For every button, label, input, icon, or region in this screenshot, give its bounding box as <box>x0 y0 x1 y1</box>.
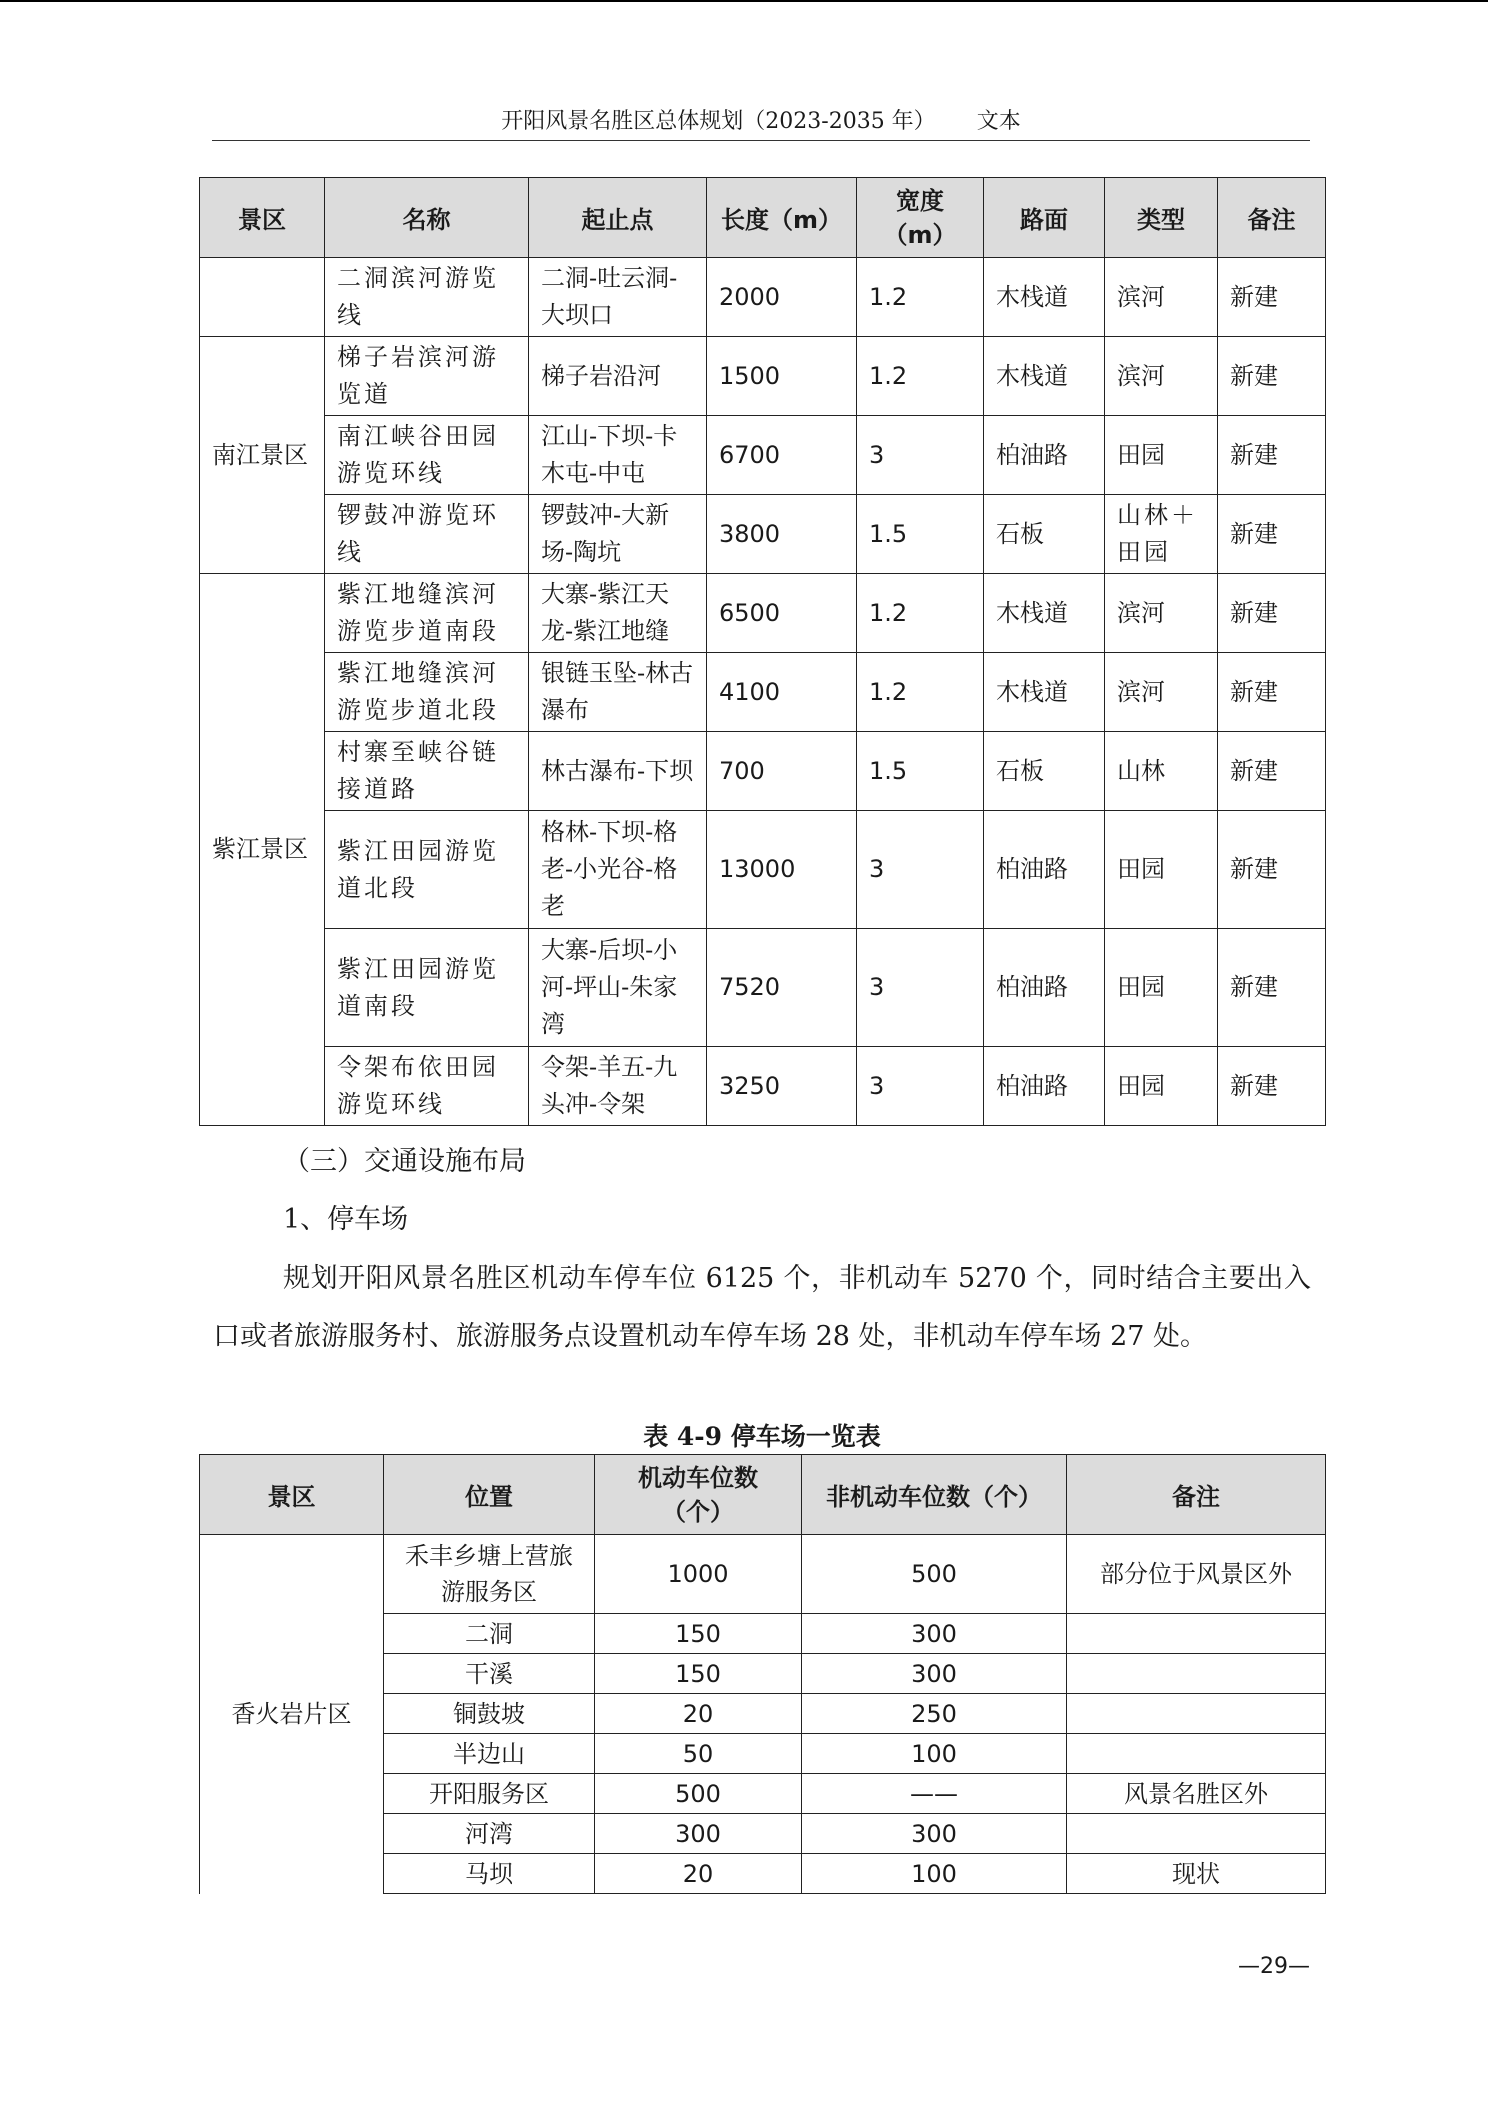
parking-note: 风景名胜区外 <box>1067 1774 1326 1814</box>
col-header: 备注 <box>1218 178 1326 258</box>
parking-table <box>199 1454 1326 1894</box>
header-doc-type: 文本 <box>976 109 1021 134</box>
route-endpoints: 格林-下坝-格老-小光谷-格老 <box>529 811 707 929</box>
route-endpoints: 梯子岩沿河 <box>529 337 707 416</box>
route-type: 田园 <box>1105 416 1218 495</box>
motor-spaces: 150 <box>595 1614 802 1654</box>
route-endpoints: 锣鼓冲-大新场-陶坑 <box>529 495 707 574</box>
route-note: 新建 <box>1218 495 1326 574</box>
route-type: 田园 <box>1105 811 1218 929</box>
col-header: 路面 <box>984 178 1105 258</box>
zone-cell: 南江景区 <box>200 337 325 574</box>
table-row <box>200 1535 1326 1614</box>
route-type: 田园 <box>1105 929 1218 1047</box>
route-length: 700 <box>707 732 857 811</box>
route-surface: 石板 <box>984 732 1105 811</box>
route-length: 2000 <box>707 258 857 337</box>
route-type: 田园 <box>1105 1047 1218 1126</box>
section-heading: （三）交通设施布局 <box>283 1146 526 1177</box>
route-surface: 柏油路 <box>984 416 1105 495</box>
route-name: 村寨至峡谷链接道路 <box>325 732 529 811</box>
nonmotor-spaces: 250 <box>802 1694 1067 1734</box>
col-header: 景区 <box>200 178 325 258</box>
parking-location: 铜鼓坡 <box>384 1694 595 1734</box>
route-type: 滨河 <box>1105 258 1218 337</box>
table-caption: 表 4-9 停车场一览表 <box>643 1422 881 1451</box>
route-name: 锣鼓冲游览环线 <box>325 495 529 574</box>
header-title: 开阳风景名胜区总体规划（2023-2035 年） <box>501 109 936 134</box>
nonmotor-spaces: 500 <box>802 1535 1067 1614</box>
route-name: 梯子岩滨河游览道 <box>325 337 529 416</box>
motor-spaces: 20 <box>595 1694 802 1734</box>
route-length: 7520 <box>707 929 857 1047</box>
route-endpoints: 二洞-吐云洞-大坝口 <box>529 258 707 337</box>
route-type: 山林＋田园 <box>1105 495 1218 574</box>
route-width: 3 <box>857 811 984 929</box>
motor-spaces: 50 <box>595 1734 802 1774</box>
nonmotor-spaces: 300 <box>802 1614 1067 1654</box>
table-row <box>200 574 1326 653</box>
parking-location: 河湾 <box>384 1814 595 1854</box>
route-length: 13000 <box>707 811 857 929</box>
route-length: 6700 <box>707 416 857 495</box>
route-endpoints: 大寨-后坝-小河-坪山-朱家湾 <box>529 929 707 1047</box>
route-surface: 柏油路 <box>984 1047 1105 1126</box>
table-row <box>200 258 1326 337</box>
parking-note: 现状 <box>1067 1854 1326 1894</box>
motor-spaces: 20 <box>595 1854 802 1894</box>
motor-spaces: 500 <box>595 1774 802 1814</box>
route-surface: 石板 <box>984 495 1105 574</box>
col-header: 名称 <box>325 178 529 258</box>
route-length: 4100 <box>707 653 857 732</box>
route-name: 二洞滨河游览线 <box>325 258 529 337</box>
route-endpoints: 江山-下坝-卡木屯-中屯 <box>529 416 707 495</box>
col-header: 机动车位数（个） <box>595 1455 802 1535</box>
route-note: 新建 <box>1218 1047 1326 1126</box>
sub-heading: 1、停车场 <box>283 1204 409 1235</box>
route-endpoints: 林古瀑布-下坝 <box>529 732 707 811</box>
route-width: 1.2 <box>857 337 984 416</box>
route-name: 紫江田园游览道北段 <box>325 811 529 929</box>
page-number: —29— <box>1238 1954 1310 1979</box>
parking-location: 马坝 <box>384 1854 595 1894</box>
route-length: 3800 <box>707 495 857 574</box>
parking-location: 二洞 <box>384 1614 595 1654</box>
motor-spaces: 300 <box>595 1814 802 1854</box>
parking-location: 干溪 <box>384 1654 595 1694</box>
route-table <box>199 177 1326 1126</box>
col-header: 非机动车位数（个） <box>802 1455 1067 1535</box>
route-endpoints: 银链玉坠-林古瀑布 <box>529 653 707 732</box>
route-width: 1.2 <box>857 653 984 732</box>
route-note: 新建 <box>1218 732 1326 811</box>
table-row <box>200 1047 1326 1126</box>
col-header: 景区 <box>200 1455 384 1535</box>
table-row <box>200 653 1326 732</box>
parking-location: 禾丰乡塘上营旅游服务区 <box>384 1535 595 1614</box>
motor-spaces: 1000 <box>595 1535 802 1614</box>
route-surface: 柏油路 <box>984 811 1105 929</box>
route-length: 1500 <box>707 337 857 416</box>
parking-note <box>1067 1654 1326 1694</box>
parking-note <box>1067 1614 1326 1654</box>
route-note: 新建 <box>1218 811 1326 929</box>
route-name: 紫江地缝滨河游览步道北段 <box>325 653 529 732</box>
col-header: 类型 <box>1105 178 1218 258</box>
table-row <box>200 929 1326 1047</box>
table-row <box>200 732 1326 811</box>
route-width: 3 <box>857 1047 984 1126</box>
route-endpoints: 令架-羊五-九头冲-令架 <box>529 1047 707 1126</box>
route-width: 3 <box>857 929 984 1047</box>
route-width: 1.5 <box>857 732 984 811</box>
route-width: 1.2 <box>857 258 984 337</box>
col-header: 宽度（m） <box>857 178 984 258</box>
route-note: 新建 <box>1218 337 1326 416</box>
route-name: 南江峡谷田园游览环线 <box>325 416 529 495</box>
route-type: 山林 <box>1105 732 1218 811</box>
zone-cell: 紫江景区 <box>200 574 325 1126</box>
route-surface: 木栈道 <box>984 653 1105 732</box>
route-surface: 柏油路 <box>984 929 1105 1047</box>
route-type: 滨河 <box>1105 337 1218 416</box>
table-row <box>200 416 1326 495</box>
nonmotor-spaces: 300 <box>802 1654 1067 1694</box>
route-endpoints: 大寨-紫江天龙-紫江地缝 <box>529 574 707 653</box>
route-name: 令架布依田园游览环线 <box>325 1047 529 1126</box>
route-surface: 木栈道 <box>984 258 1105 337</box>
parking-note <box>1067 1814 1326 1854</box>
route-surface: 木栈道 <box>984 574 1105 653</box>
route-note: 新建 <box>1218 258 1326 337</box>
route-name: 紫江地缝滨河游览步道南段 <box>325 574 529 653</box>
route-type: 滨河 <box>1105 574 1218 653</box>
nonmotor-spaces: 100 <box>802 1734 1067 1774</box>
route-type: 滨河 <box>1105 653 1218 732</box>
route-surface: 木栈道 <box>984 337 1105 416</box>
col-header: 备注 <box>1067 1455 1326 1535</box>
route-length: 6500 <box>707 574 857 653</box>
route-note: 新建 <box>1218 574 1326 653</box>
col-header: 位置 <box>384 1455 595 1535</box>
nonmotor-spaces: 100 <box>802 1854 1067 1894</box>
body-paragraph: 规划开阳风景名胜区机动车停车位 6125 个，非机动车 5270 个，同时结合主要出入口或者旅游服务村、旅游服务点设置机动车停车场 28 处，非机动车停车场 27 处。 <box>213 1263 1311 1352</box>
table-row <box>200 811 1326 929</box>
col-header: 起止点 <box>529 178 707 258</box>
parking-note <box>1067 1734 1326 1774</box>
route-note: 新建 <box>1218 653 1326 732</box>
col-header: 长度（m） <box>707 178 857 258</box>
motor-spaces: 150 <box>595 1654 802 1694</box>
zone-cell: 香火岩片区 <box>200 1535 384 1894</box>
route-width: 1.2 <box>857 574 984 653</box>
nonmotor-spaces: —— <box>802 1774 1067 1814</box>
route-name: 紫江田园游览道南段 <box>325 929 529 1047</box>
route-width: 1.5 <box>857 495 984 574</box>
parking-location: 半边山 <box>384 1734 595 1774</box>
table-row <box>200 495 1326 574</box>
zone-cell <box>200 258 325 337</box>
route-table-header <box>200 178 1326 258</box>
parking-table-header <box>200 1455 1326 1535</box>
top-border-line <box>0 0 1488 2</box>
route-length: 3250 <box>707 1047 857 1126</box>
route-note: 新建 <box>1218 416 1326 495</box>
table-row <box>200 337 1326 416</box>
route-width: 3 <box>857 416 984 495</box>
parking-note: 部分位于风景区外 <box>1067 1535 1326 1614</box>
route-note: 新建 <box>1218 929 1326 1047</box>
parking-note <box>1067 1694 1326 1734</box>
page-header <box>212 104 1310 141</box>
parking-location: 开阳服务区 <box>384 1774 595 1814</box>
nonmotor-spaces: 300 <box>802 1814 1067 1854</box>
